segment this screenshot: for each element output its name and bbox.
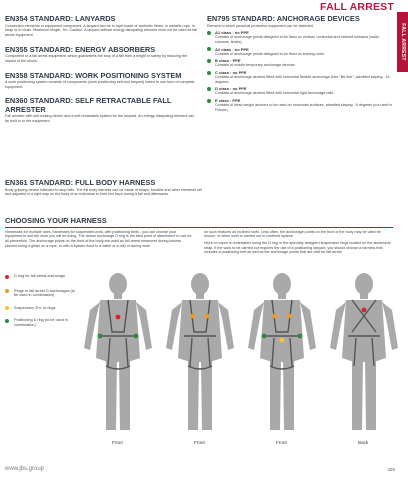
legend-text: Positioning D ring (to be used in combination) — [14, 318, 68, 327]
en361-section — [5, 179, 393, 197]
legend-text: Rings or fall arrest D anchorages (to be used in combination) — [14, 288, 75, 298]
class-name: D class : no PPE — [215, 86, 247, 92]
class-name: E class : PPE — [215, 98, 241, 104]
bullet-icon — [207, 31, 211, 35]
class-desc: Consists of anchorage devices fitted with horizontal flexible anchorage lines "life line", admitted slaping : 15 degrees. — [215, 75, 390, 84]
en358-text: A work positioning system consists of components (work positioning belt and lanyard) linked to one form of complete equipment. — [5, 80, 195, 89]
en361-text: Body gripping device intended to stop falls. The full body harness can be made of straps, buckles and other elements set and adjusted in a right way on the body of an individual to hold him back during a fall and afterwards. — [5, 187, 202, 197]
legend-text: Suspension 'D's' or rings — [14, 305, 56, 310]
orange-dot-icon — [5, 289, 9, 293]
en354-heading: EN354 STANDARD: LANYARDS — [5, 14, 116, 23]
harness-figure-front-3 — [242, 270, 322, 436]
en361-heading: EN361 STANDARD: FULL BODY HARNESS — [5, 178, 156, 187]
choosing-section — [5, 217, 393, 255]
figure-label: Front — [276, 440, 287, 445]
page-title: FALL ARREST — [320, 1, 394, 13]
person-harness-icon — [160, 270, 240, 436]
yellow-dot-icon — [5, 306, 9, 310]
red-dot-icon — [5, 275, 9, 279]
person-harness-icon — [78, 270, 158, 436]
class-desc: Consists of anchorage points designed to be fixed on vertical, horizontal and inclined surfaces (walls, columns, lintels). — [215, 35, 380, 44]
en795-intro: Element to which personal protective equipment can be fastened. — [207, 23, 314, 28]
class-name: B class : PPE — [215, 58, 241, 64]
choosing-text-right-2: Work on ropes is undertaken using the D ring or the specially designed suspension rings located on the abdominal strap. If the work to be carried out requires the use of a positioning lanyard, you should choose a harness that includes a positioning belt as well as the anchorage points that are vital for fall arrest. — [204, 240, 391, 255]
person-harness-icon — [324, 270, 404, 436]
class-desc: Consists of anchorage devices fitted with horizontal rigid anchorage rails. — [215, 91, 335, 96]
side-tab-label: FALL ARREST — [399, 23, 406, 61]
legend-item — [5, 274, 75, 279]
harness-legend — [5, 274, 75, 335]
en358-heading: EN358 STANDARD: WORK POSITIONING SYSTEM — [5, 70, 182, 80]
en355-text: Component of a fall arrest equipment, which guarantees the stop of a fall from a height in safety by reducing the impact of the shock. — [5, 54, 188, 63]
legend-item — [5, 306, 75, 311]
page-number: 425 — [387, 467, 395, 472]
side-tab — [397, 12, 408, 72]
en360-text: Fall arrester with self locking device and a self-retractable system for the lanyard. An energy dissipating element can be built-in to the equipment. — [5, 114, 195, 124]
class-desc: Consists of dead weight anchors to be used on horizontal surfaces, admitted slaping : 5 degrees (not used in France). — [215, 103, 393, 112]
harness-figure-front-1 — [78, 270, 158, 436]
person-harness-icon — [242, 270, 322, 436]
class-desc: Consists of anchorage points designed to be fixed on leaning roofs. — [215, 51, 325, 56]
en360-heading-line2: ARRESTER — [5, 104, 46, 114]
en355-heading: EN355 STANDARD: ENERGY ABSORBERS — [5, 44, 156, 54]
class-name: A2 class : no PPE — [215, 46, 249, 52]
harness-figures — [78, 270, 400, 436]
legend-text: D ring for fall arrest anchorage — [14, 274, 66, 278]
en354-text: Connection elements or equipment component. A lanyard can be in rope made of synthetic fibres, in metallic rope, in strap or in chain. Maximum length: 2m. Caution: A lanyard without energy dissipating element must not be used as fall arrest equipment. — [5, 23, 198, 37]
class-name: A1 class : no PPE — [215, 30, 249, 36]
choosing-text-right-1: on such features as inclined roofs. Less often, the anchorage points on the front of the body may be used for rescue, or when work is carried out in confined spaces. — [204, 229, 381, 239]
harness-figure-front-2 — [160, 270, 240, 436]
figure-label: Back — [358, 440, 369, 445]
choosing-heading: CHOOSING YOUR HARNESS — [5, 216, 107, 225]
class-list — [207, 30, 393, 112]
class-desc: Consists of mobile temporary anchorage devices. — [215, 63, 296, 68]
bullet-icon — [207, 47, 211, 51]
harness-figure-back — [324, 270, 404, 436]
bullet-icon — [207, 87, 211, 91]
figure-label: Front — [194, 440, 205, 445]
en795-heading: EN795 STANDARD: ANCHORAGE DEVICES — [207, 14, 360, 23]
right-column — [207, 15, 393, 113]
bullet-icon — [207, 59, 211, 63]
green-dot-icon — [5, 319, 9, 323]
figure-label: Front — [112, 440, 123, 445]
legend-item — [5, 289, 75, 298]
choosing-text-left: Harnesses for multiple uses, harnesses for suspended work, with positioning belts - you can choose your equipment to suit the work you will be doing. The dorsal anchorage D ring is the best point of attachment to use for all prevention. The anchorage points on the front of the body are used as fall arrest measures during access (ascent using a glider on a rope, or with a system fixed to a cable or a rail) or during work — [5, 229, 192, 248]
section-divider — [5, 227, 393, 228]
en360-heading-line1: EN360 STANDARD: SELF RETRACTABLE FALL — [5, 96, 172, 106]
class-name: C class : no PPE — [215, 70, 247, 76]
footer-url[interactable]: www.jbs.group — [5, 466, 45, 472]
bullet-icon — [207, 71, 211, 75]
left-column — [5, 15, 199, 124]
bullet-icon — [207, 99, 211, 103]
legend-item — [5, 318, 75, 327]
